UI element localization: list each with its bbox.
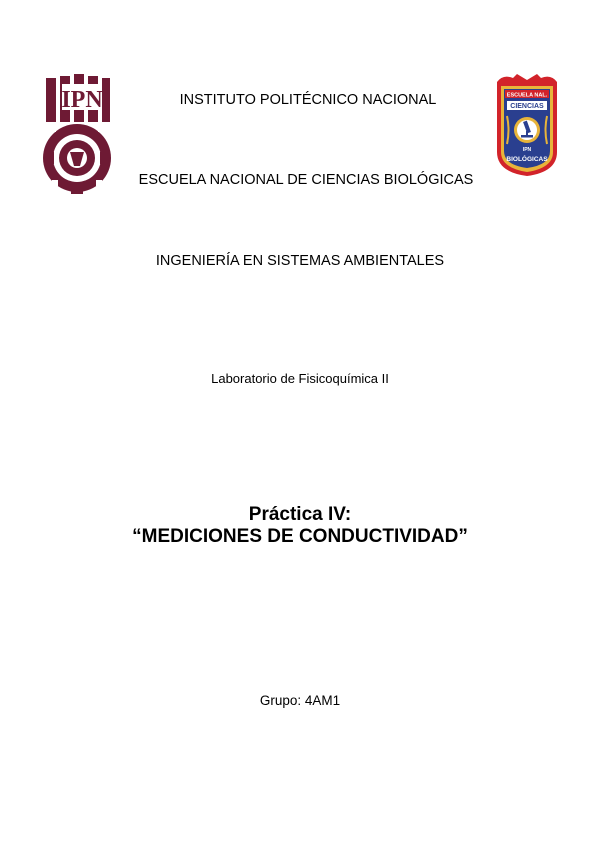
practice-number: Práctica IV: [248, 504, 352, 525]
practice-title: “MEDICIONES DE CONDUCTIVIDAD” [132, 526, 468, 547]
encb-shield-icon [495, 72, 559, 178]
institution-name: INSTITUTO POLITÉCNICO NACIONAL [179, 92, 437, 108]
encb-small-text: IPN [522, 147, 532, 153]
encb-band-text: CIENCIAS [510, 103, 544, 110]
ipn-logo-text: IPN [61, 87, 103, 113]
encb-top-text: ESCUELA NAL. [506, 92, 548, 99]
group-label: Grupo: 4AM1 [259, 693, 341, 708]
school-name: ESCUELA NACIONAL DE CIENCIAS BIOLÓGICAS [138, 172, 474, 188]
career-name: INGENIERÍA EN SISTEMAS AMBIENTALES [155, 253, 445, 269]
course-name: Laboratorio de Fisicoquímica II [211, 371, 389, 386]
encb-bottom-text: BIOLÓGICAS [506, 156, 548, 163]
